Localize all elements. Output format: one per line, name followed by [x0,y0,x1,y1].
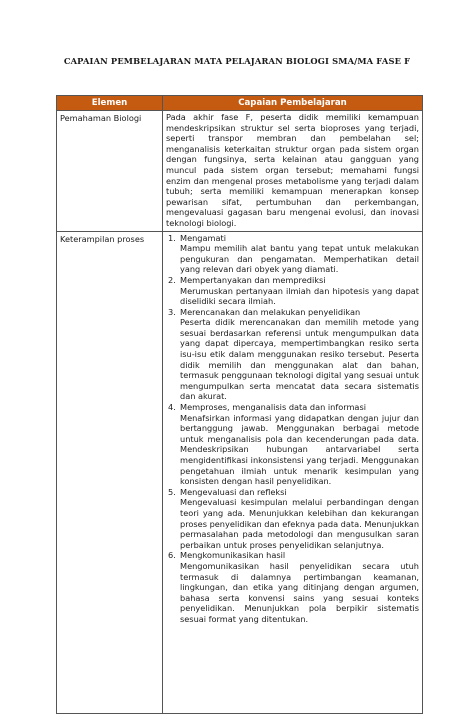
table-header-row [57,96,423,111]
table-row [57,231,423,713]
item-title: Mengevaluasi dan refleksi [180,486,287,497]
item-description: Mengevaluasi kesimpulan melalui perbandingan dengan teori yang ada. Menunjukkan kelebihan dan kekurangan proses penyelidikan dan efeknya pada data. Menunjukkan permasalahan pada metodologi dan mengusulkan saran perbaikan untuk proses penyelidikan selanjutnya. [180,497,420,550]
list-item [166,487,419,551]
column-header-capaian: Capaian Pembelajaran [163,96,423,111]
item-number: 4. [168,402,176,413]
item-number: 6. [168,550,176,561]
element-cell: Keterampilan proses [57,231,163,713]
element-cell: Pemahaman Biologi [57,111,163,232]
list-item [166,402,419,487]
item-description: Merumuskan pertanyaan ilmiah dan hipotesis yang dapat diselidiki secara ilmiah. [180,285,419,307]
item-number: 5. [168,486,176,497]
document-title: CAPAIAN PEMBELAJARAN MATA PELAJARAN BIOLOGI SMA/MA FASE F [63,56,411,66]
item-description: Mengomunikasikan hasil penyelidikan secara utuh termasuk di dalamnya pertimbangan keamanan, lingkungan, dan etika yang ditinjang dengan argumen, bahasa serta konvensi sains yang sesuai konteks penyelidikan. Menunjukkan pola berpikir sistematis sesuai format yang ditentukan. [180,560,419,624]
column-header-elemen: Elemen [57,96,163,111]
item-description: Mampu memilih alat bantu yang tepat untuk melakukan pengukuran dan pengamatan. Memperhatikan detail yang relevan dari obyek yang diamati. [180,243,419,275]
item-title: Merencanakan dan melakukan penyelidikan [180,306,361,317]
item-number: 3. [168,306,176,317]
outcome-cell [163,231,423,713]
item-description: Menafsirkan informasi yang didapatkan dengan jujur dan bertanggung jawab. Menggunakan berbagai metode untuk menganalisis pola dan kecenderungan pada data. Mendeskripsikan hubungan antarvariabel serta mengidentifikasi inkonsistensi yang terjadi. Menggunakan pengetahuan ilmiah untuk menarik kesimpulan yang konsisten dengan hasil penyelidikan. [180,412,419,487]
item-number: 1. [168,232,176,243]
item-title: Mempertanyakan dan memprediksi [180,274,326,285]
list-item [166,275,419,307]
item-title: Mengkomunikasikan hasil [180,550,286,561]
process-skills-list [166,233,419,625]
item-title: Memproses, menganalisis data dan informasi [180,402,366,413]
list-item [166,550,419,624]
learning-outcomes-table [56,95,423,714]
item-description: Peserta didik merencanakan dan memilih metode yang sesuai berdasarkan referensi untuk mengumpulkan data yang dapat dipercaya, mempertimbangkan resiko serta isu-isu etik dalam menggunakan resiko tersebut. Peserta didik memilih dan menggunakan alat dan bahan, termasuk penggunaan teknologi digital yang sesuai untuk mengumpulkan serta mencatat data secara sistematis dan akurat. [180,317,419,402]
list-item [166,233,419,275]
list-item [166,307,419,402]
item-number: 2. [168,274,176,285]
outcome-cell: Pada akhir fase F, peserta didik memiliki kemampuan mendeskripsikan struktur sel serta bioproses yang terjadi, seperti transpor membran dan pembelahan sel; menganalisis keterkaitan struktur organ pada sistem organ dengan fungsinya, serta kelainan atau gangguan yang muncul pada sistem organ tersebut; memahami fungsi enzim dan mengenal proses metabolisme yang terjadi dalam tubuh; serta memiliki kemampuan menerapkan konsep pewarisan sifat, pertumbuhan dan perkembangan, mengevaluasi gagasan baru mengenai evolusi, dan inovasi teknologi biologi. [163,111,423,232]
table-row [57,111,423,232]
item-title: Mengamati [180,232,226,243]
